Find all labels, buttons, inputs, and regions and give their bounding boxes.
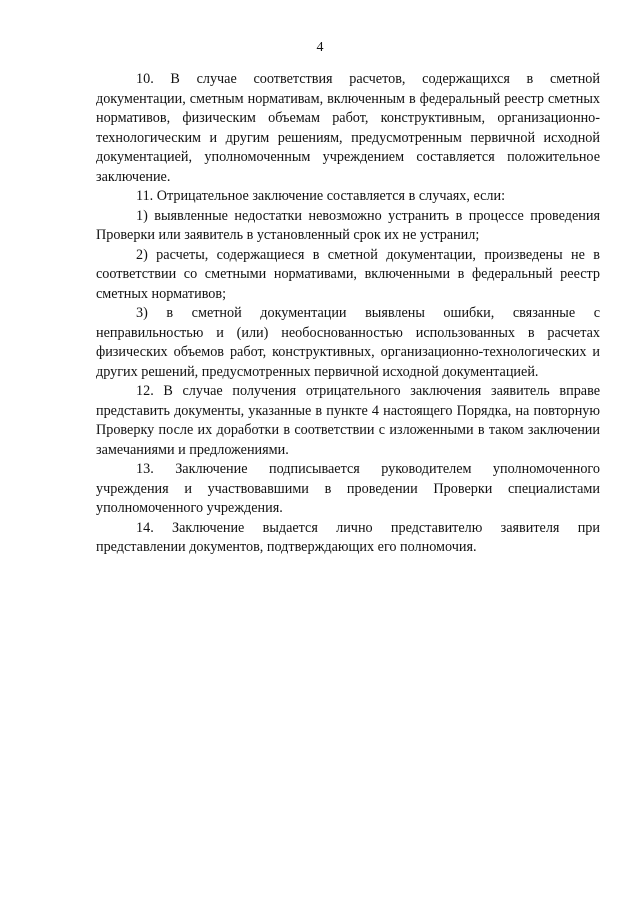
paragraph-13: 13. Заключение подписывается руководителем уполномоченного учреждения и участвовавшими в проведении Проверки специалистами уполномоченного учреждения. (96, 461, 600, 516)
paragraph-11: 11. Отрицательное заключение составляется в случаях, если: (136, 188, 506, 204)
paragraph-12: 12. В случае получения отрицательного заключения заявитель вправе представить документы, указанные в пункте 4 настоящего Порядка, на повторную Проверку после их доработки в соответствии с изложенными в таком заключении замечаниями и предложениями. (96, 383, 600, 458)
document-body (96, 70, 600, 558)
paragraph-10: 10. В случае соответствия расчетов, содержащихся в сметной документации, сметным нормативам, включенным в федеральный реестр сметных нормативов, физическим объемам работ, конструктивным, организационно-технологическим и другим решениям, предусмотренным первичной исходной документацией, уполномоченным учреждением составляется положительное заключение. (96, 71, 600, 185)
paragraph-11-item-3: 3) в сметной документации выявлены ошибки, связанные с неправильностью и (или) необоснованностью использованных в расчетах физических объемов работ, конструктивных, организационно-технологических и других решений, предусмотренных первичной исходной документацией. (96, 305, 600, 380)
paragraph-14: 14. Заключение выдается лично представителю заявителя при представлении документов, подтверждающих его полномочия. (96, 519, 600, 555)
paragraph-11-item-1: 1) выявленные недостатки невозможно устранить в процессе проведения Проверки или заявитель в установленный срок их не устранил; (96, 207, 600, 243)
paragraph-11-item-2: 2) расчеты, содержащиеся в сметной документации, произведены не в соответствии со сметными нормативами, включенными в федеральный реестр сметных нормативов; (96, 246, 600, 302)
page-number: 4 (316, 40, 324, 55)
